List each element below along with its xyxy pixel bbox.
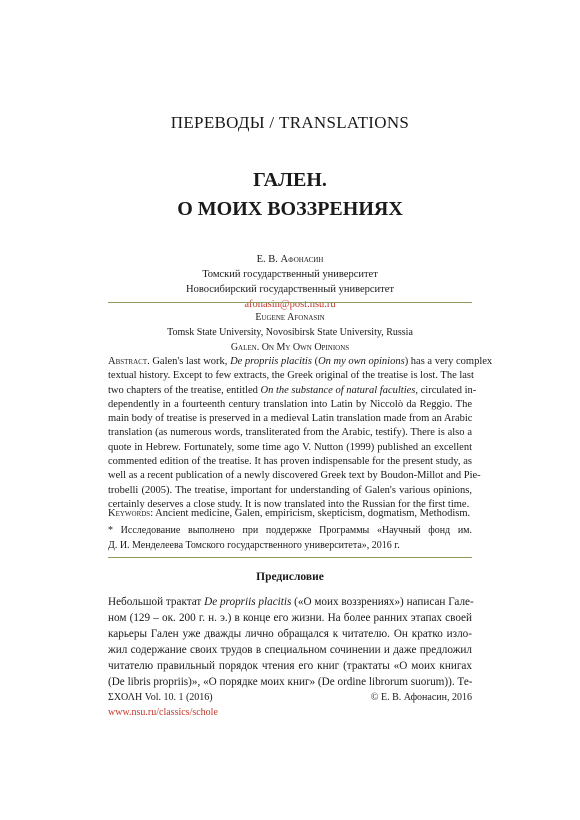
abstract [108, 355, 493, 512]
author-block-ru [0, 252, 580, 312]
section-heading: ПЕРЕВОДЫ / TRANSLATIONS [170, 113, 410, 132]
chapter-title: On the substance of natural faculties, [260, 384, 418, 396]
divider-top [108, 302, 472, 303]
copyright: © Е. В. Афонасин, 2016 [370, 692, 472, 703]
preface-text: Небольшой трактат [108, 596, 202, 608]
title-line-2: О МОИХ ВОЗЗРЕНИЯХ [177, 198, 403, 220]
abstract-line-5: main body of treatise is preserved in a medieval Latin translation made from an Arabic [108, 413, 473, 425]
divider-bottom [108, 557, 472, 558]
abstract-text: Galen's last work, [152, 356, 228, 367]
abstract-line-7: quote in Hebrew. Fortunately, some time ago V. Nutton (1999) published an excellent [108, 441, 472, 453]
abstract-text: two chapters of the treatise, entitled [108, 384, 258, 396]
abstract-line-2: textual history. Except to few extracts, the Greek original of the treatise is lost. The last [108, 370, 474, 382]
journal-url-link[interactable]: www.nsu.ru/classics/schole [108, 707, 218, 718]
abstract-text: circulated in- [420, 384, 477, 396]
abstract-line-10: trobelli (2005). The treatise, important for understanding of Galen's various opinions, [108, 484, 472, 496]
abstract-text: ( [314, 356, 319, 367]
affiliation-1: Томский государственный университет [202, 269, 378, 280]
keywords [108, 507, 472, 521]
latin-title: De propriis placitis [230, 356, 312, 367]
author-block-en [0, 310, 580, 355]
preface-line-4: жил содержание своих трудов в специальном сочинении и даже предложил [108, 644, 472, 656]
footer-left [108, 690, 218, 720]
abstract-line-6: translation (as numerous words, transliterated from the Arabic, testify). There is also a [108, 427, 472, 439]
abstract-line-9: well as a recent publication of a newly discovered Greek text by Boudon-Millot and Pie- [108, 470, 481, 482]
footer-right [371, 690, 472, 705]
abstract-line-1 [108, 355, 493, 369]
footnote-line-2: Д. И. Менделеева Томского государственного университета», 2016 г. [108, 539, 400, 551]
preface-text: («О моих воззрениях») написан Гале- [294, 596, 474, 608]
preface-body [108, 594, 472, 690]
preface-line-2: ном (129 – ок. 200 г. н. э.) в конце его жизни. На более ранних этапах своей [108, 612, 472, 624]
abstract-line-11: certainly deserves a close study. It is now translated into the Russian for the first time. [108, 498, 470, 510]
abstract-text: ) has a very complex [404, 356, 493, 367]
latin-title: De propriis placitis [204, 596, 292, 608]
abstract-label: Abstract. [108, 356, 150, 367]
abstract-line-3 [108, 384, 477, 398]
keywords-label: Keywords: [108, 508, 154, 519]
abstract-line-8: commented edition of the treatise. It has proven indispensable for the present study, as [108, 456, 472, 468]
abstract-line-4: dependently in a fourteenth century translation into Latin by Niccolò da Reggio. The [108, 398, 472, 410]
article-title-en: Galen. On My Own Opinions [230, 342, 350, 353]
author-name-en: Eugene Afonasin [255, 312, 325, 323]
journal-citation: ΣΧΟΛΗ Vol. 10. 1 (2016) [108, 692, 213, 703]
affiliation-en: Tomsk State University, Novosibirsk State University, Russia [167, 327, 413, 338]
english-title: On my own opinions [318, 356, 405, 367]
article-title [0, 166, 580, 224]
preface-line-5: читателю правильный порядок чтения его книг (трактаты «О моих книгах [108, 660, 472, 672]
preface-line-3: карьеры Гален уже дважды лично обращался к читателю. Он кратко изло- [108, 628, 472, 640]
keywords-text: Ancient medicine, Galen, empiricism, skepticism, dogmatism, Methodism. [155, 508, 471, 519]
preface-line-6: (De libris propriis)», «О порядке моих книг» (De ordine librorum suorum)). Те- [108, 676, 473, 688]
affiliation-2: Новосибирский государственный университет [185, 284, 395, 295]
footnote-line-1: * Исследование выполнено при поддержке Программы «Научный фонд им. [108, 525, 472, 536]
author-name-ru: Е. В. Афонасин [256, 254, 324, 265]
footnote [108, 524, 472, 553]
preface-line-1 [108, 594, 472, 610]
title-line-1: ГАЛЕН. [253, 169, 327, 191]
preface-heading: Предисловие [256, 571, 324, 583]
author-email-link[interactable]: afonasin@post.nsu.ru [244, 299, 336, 310]
